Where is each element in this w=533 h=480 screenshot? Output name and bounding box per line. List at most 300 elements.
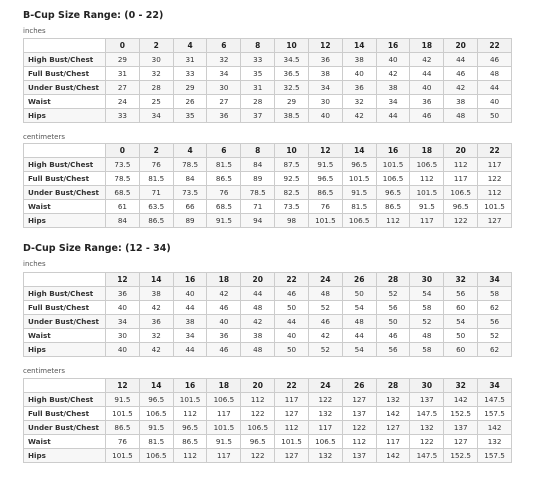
size-header-cell: 22 bbox=[478, 39, 512, 53]
measurement-value: 32 bbox=[342, 95, 376, 109]
measurement-value: 127 bbox=[478, 214, 512, 228]
measurement-value: 52 bbox=[308, 301, 342, 315]
measurement-value: 44 bbox=[241, 287, 275, 301]
measurement-label: Hips bbox=[24, 109, 106, 123]
measurement-value: 86.5 bbox=[308, 186, 342, 200]
measurement-value: 33 bbox=[173, 67, 207, 81]
measurement-value: 44 bbox=[376, 109, 410, 123]
measurement-row bbox=[24, 435, 512, 449]
measurement-value: 48 bbox=[241, 343, 275, 357]
measurement-value: 112 bbox=[275, 421, 309, 435]
size-header-cell: 2 bbox=[139, 39, 173, 53]
measurement-value: 50 bbox=[275, 301, 309, 315]
size-header-cell: 28 bbox=[376, 273, 410, 287]
measurement-value: 122 bbox=[241, 407, 275, 421]
bcup-centimeters-unit-label: centimeters bbox=[23, 133, 65, 141]
size-header-cell: 6 bbox=[207, 144, 241, 158]
measurement-value: 56 bbox=[376, 301, 410, 315]
measurement-value: 142 bbox=[376, 449, 410, 463]
measurement-value: 28 bbox=[241, 95, 275, 109]
measurement-value: 87.5 bbox=[275, 158, 309, 172]
measurement-value: 36 bbox=[106, 287, 140, 301]
measurement-value: 42 bbox=[410, 53, 444, 67]
measurement-value: 60 bbox=[444, 301, 478, 315]
measurement-label: Full Bust/Chest bbox=[24, 67, 106, 81]
size-header-cell: 20 bbox=[241, 273, 275, 287]
measurement-value: 86.5 bbox=[207, 172, 241, 186]
measurement-value: 42 bbox=[376, 67, 410, 81]
measurement-value: 58 bbox=[478, 287, 512, 301]
measurement-value: 48 bbox=[478, 67, 512, 81]
measurement-value: 117 bbox=[478, 158, 512, 172]
measurement-value: 112 bbox=[410, 172, 444, 186]
measurement-value: 68.5 bbox=[207, 200, 241, 214]
measurement-value: 42 bbox=[342, 109, 376, 123]
size-header-cell: 12 bbox=[308, 144, 342, 158]
measurement-value: 46 bbox=[207, 343, 241, 357]
measurement-value: 26 bbox=[173, 95, 207, 109]
size-header-cell: 20 bbox=[241, 379, 275, 393]
measurement-value: 101.5 bbox=[308, 214, 342, 228]
measurement-value: 127 bbox=[275, 407, 309, 421]
measurement-value: 106.5 bbox=[241, 421, 275, 435]
measurement-value: 54 bbox=[342, 343, 376, 357]
size-header-cell: 20 bbox=[444, 144, 478, 158]
measurement-value: 101.5 bbox=[173, 393, 207, 407]
measurement-value: 84 bbox=[173, 172, 207, 186]
measurement-label: Under Bust/Chest bbox=[24, 186, 106, 200]
measurement-label: Waist bbox=[24, 200, 106, 214]
measurement-value: 38 bbox=[342, 53, 376, 67]
dcup-centimeters-table bbox=[23, 378, 512, 463]
measurement-value: 46 bbox=[376, 329, 410, 343]
size-header-row bbox=[24, 273, 512, 287]
measurement-value: 35 bbox=[173, 109, 207, 123]
measurement-value: 58 bbox=[410, 301, 444, 315]
measurement-value: 91.5 bbox=[106, 393, 140, 407]
measurement-value: 127 bbox=[342, 393, 376, 407]
measurement-value: 122 bbox=[478, 172, 512, 186]
dcup-inches-unit-label: inches bbox=[23, 260, 46, 268]
size-header-cell: 10 bbox=[275, 39, 309, 53]
measurement-value: 101.5 bbox=[207, 421, 241, 435]
dcup-section-title: D-Cup Size Range: (12 - 34) bbox=[23, 243, 171, 254]
measurement-value: 52 bbox=[376, 287, 410, 301]
measurement-value: 127 bbox=[376, 421, 410, 435]
size-header-cell: 6 bbox=[207, 39, 241, 53]
measurement-value: 46 bbox=[207, 301, 241, 315]
measurement-label: High Bust/Chest bbox=[24, 53, 106, 67]
size-header-cell: 14 bbox=[342, 39, 376, 53]
measurement-value: 106.5 bbox=[410, 158, 444, 172]
measurement-value: 78.5 bbox=[241, 186, 275, 200]
measurement-value: 54 bbox=[342, 301, 376, 315]
measurement-value: 50 bbox=[275, 343, 309, 357]
measurement-value: 76 bbox=[308, 200, 342, 214]
measurement-value: 68.5 bbox=[106, 186, 140, 200]
measurement-row bbox=[24, 109, 512, 123]
measurement-value: 37 bbox=[241, 109, 275, 123]
measurement-value: 81.5 bbox=[139, 435, 173, 449]
measurement-value: 42 bbox=[241, 315, 275, 329]
measurement-value: 76 bbox=[139, 158, 173, 172]
measurement-value: 30 bbox=[308, 95, 342, 109]
measurement-label: Under Bust/Chest bbox=[24, 421, 106, 435]
measurement-value: 147.5 bbox=[478, 393, 512, 407]
measurement-value: 127 bbox=[444, 435, 478, 449]
measurement-value: 106.5 bbox=[139, 407, 173, 421]
measurement-value: 40 bbox=[376, 53, 410, 67]
size-header-cell: 16 bbox=[376, 144, 410, 158]
measurement-value: 117 bbox=[308, 421, 342, 435]
measurement-value: 132 bbox=[478, 435, 512, 449]
size-header-cell: 24 bbox=[308, 379, 342, 393]
measurement-label: Waist bbox=[24, 329, 106, 343]
measurement-row bbox=[24, 67, 512, 81]
bcup-inches-unit-label: inches bbox=[23, 27, 46, 35]
measurement-value: 91.5 bbox=[410, 200, 444, 214]
dcup-inches-table bbox=[23, 272, 512, 357]
bcup-inches-table bbox=[23, 38, 512, 123]
measurement-row bbox=[24, 172, 512, 186]
measurement-value: 86.5 bbox=[106, 421, 140, 435]
measurement-value: 96.5 bbox=[241, 435, 275, 449]
measurement-value: 40 bbox=[173, 287, 207, 301]
measurement-row bbox=[24, 214, 512, 228]
measurement-value: 73.5 bbox=[275, 200, 309, 214]
measurement-value: 42 bbox=[139, 343, 173, 357]
measurement-value: 101.5 bbox=[376, 158, 410, 172]
measurement-value: 34 bbox=[106, 315, 140, 329]
measurement-value: 30 bbox=[139, 53, 173, 67]
measurement-value: 36.5 bbox=[275, 67, 309, 81]
measurement-value: 44 bbox=[275, 315, 309, 329]
size-header-cell: 18 bbox=[410, 144, 444, 158]
measurement-value: 30 bbox=[207, 81, 241, 95]
measurement-value: 58 bbox=[410, 343, 444, 357]
measurement-value: 106.5 bbox=[444, 186, 478, 200]
measurement-value: 24 bbox=[106, 95, 140, 109]
measurement-value: 42 bbox=[139, 301, 173, 315]
measurement-value: 40 bbox=[106, 343, 140, 357]
measurement-value: 78.5 bbox=[106, 172, 140, 186]
measurement-value: 86.5 bbox=[139, 214, 173, 228]
size-header-cell: 34 bbox=[478, 273, 512, 287]
measurement-row bbox=[24, 186, 512, 200]
size-header-cell: 18 bbox=[207, 273, 241, 287]
measurement-value: 34 bbox=[308, 81, 342, 95]
measurement-value: 147.5 bbox=[410, 449, 444, 463]
measurement-value: 34 bbox=[139, 109, 173, 123]
measurement-value: 82.5 bbox=[275, 186, 309, 200]
measurement-value: 152.5 bbox=[444, 449, 478, 463]
measurement-label: Hips bbox=[24, 214, 106, 228]
measurement-value: 46 bbox=[444, 67, 478, 81]
size-header-cell: 14 bbox=[139, 379, 173, 393]
measurement-label: Under Bust/Chest bbox=[24, 81, 106, 95]
measurement-value: 60 bbox=[444, 343, 478, 357]
measurement-value: 40 bbox=[207, 315, 241, 329]
measurement-value: 84 bbox=[241, 158, 275, 172]
measurement-value: 40 bbox=[478, 95, 512, 109]
measurement-row bbox=[24, 287, 512, 301]
measurement-value: 52 bbox=[478, 329, 512, 343]
measurement-value: 38 bbox=[376, 81, 410, 95]
measurement-value: 101.5 bbox=[106, 407, 140, 421]
measurement-value: 117 bbox=[376, 435, 410, 449]
measurement-value: 46 bbox=[410, 109, 444, 123]
measurement-value: 76 bbox=[207, 186, 241, 200]
measurement-value: 61 bbox=[106, 200, 140, 214]
measurement-value: 48 bbox=[241, 301, 275, 315]
measurement-value: 44 bbox=[478, 81, 512, 95]
measurement-value: 132 bbox=[410, 421, 444, 435]
measurement-value: 31 bbox=[173, 53, 207, 67]
size-header-cell: 8 bbox=[241, 39, 275, 53]
size-header-cell: 16 bbox=[173, 273, 207, 287]
measurement-value: 56 bbox=[478, 315, 512, 329]
size-header-cell: 30 bbox=[410, 379, 444, 393]
measurement-value: 94 bbox=[241, 214, 275, 228]
measurement-value: 34 bbox=[173, 329, 207, 343]
measurement-value: 92.5 bbox=[275, 172, 309, 186]
size-header-cell: 22 bbox=[275, 273, 309, 287]
measurement-value: 36 bbox=[308, 53, 342, 67]
size-header-cell: 14 bbox=[342, 144, 376, 158]
measurement-row bbox=[24, 421, 512, 435]
measurement-value: 106.5 bbox=[207, 393, 241, 407]
measurement-value: 38 bbox=[139, 287, 173, 301]
measurement-value: 71 bbox=[241, 200, 275, 214]
measurement-row bbox=[24, 95, 512, 109]
measurement-value: 44 bbox=[444, 53, 478, 67]
measurement-value: 27 bbox=[207, 95, 241, 109]
measurement-value: 101.5 bbox=[478, 200, 512, 214]
measurement-value: 44 bbox=[173, 343, 207, 357]
measurement-label: Waist bbox=[24, 435, 106, 449]
header-corner bbox=[24, 39, 106, 53]
measurement-value: 96.5 bbox=[444, 200, 478, 214]
size-header-cell: 12 bbox=[106, 379, 140, 393]
measurement-label: Hips bbox=[24, 449, 106, 463]
measurement-row bbox=[24, 53, 512, 67]
measurement-value: 101.5 bbox=[275, 435, 309, 449]
measurement-value: 112 bbox=[241, 393, 275, 407]
measurement-value: 42 bbox=[308, 329, 342, 343]
size-header-cell: 20 bbox=[444, 39, 478, 53]
measurement-value: 91.5 bbox=[342, 186, 376, 200]
measurement-value: 40 bbox=[410, 81, 444, 95]
measurement-value: 32 bbox=[207, 53, 241, 67]
measurement-value: 54 bbox=[444, 315, 478, 329]
measurement-value: 132 bbox=[308, 449, 342, 463]
measurement-value: 96.5 bbox=[342, 158, 376, 172]
measurement-value: 76 bbox=[106, 435, 140, 449]
measurement-value: 112 bbox=[173, 449, 207, 463]
measurement-value: 62 bbox=[478, 343, 512, 357]
header-corner bbox=[24, 273, 106, 287]
size-header-cell: 32 bbox=[444, 379, 478, 393]
measurement-value: 36 bbox=[342, 81, 376, 95]
size-header-cell: 30 bbox=[410, 273, 444, 287]
measurement-label: High Bust/Chest bbox=[24, 287, 106, 301]
measurement-value: 91.5 bbox=[308, 158, 342, 172]
measurement-value: 34 bbox=[376, 95, 410, 109]
measurement-value: 31 bbox=[106, 67, 140, 81]
measurement-row bbox=[24, 343, 512, 357]
measurement-value: 28 bbox=[139, 81, 173, 95]
size-header-cell: 12 bbox=[106, 273, 140, 287]
size-header-cell: 4 bbox=[173, 144, 207, 158]
measurement-value: 32.5 bbox=[275, 81, 309, 95]
measurement-value: 96.5 bbox=[308, 172, 342, 186]
measurement-value: 36 bbox=[139, 315, 173, 329]
measurement-value: 101.5 bbox=[106, 449, 140, 463]
size-header-cell: 18 bbox=[410, 39, 444, 53]
measurement-value: 132 bbox=[308, 407, 342, 421]
measurement-value: 38 bbox=[444, 95, 478, 109]
measurement-value: 38.5 bbox=[275, 109, 309, 123]
measurement-row bbox=[24, 81, 512, 95]
size-header-row bbox=[24, 39, 512, 53]
measurement-value: 25 bbox=[139, 95, 173, 109]
size-header-cell: 34 bbox=[478, 379, 512, 393]
measurement-value: 63.5 bbox=[139, 200, 173, 214]
measurement-value: 40 bbox=[308, 109, 342, 123]
measurement-value: 106.5 bbox=[308, 435, 342, 449]
measurement-row bbox=[24, 200, 512, 214]
measurement-row bbox=[24, 315, 512, 329]
measurement-value: 89 bbox=[173, 214, 207, 228]
size-header-cell: 26 bbox=[342, 379, 376, 393]
measurement-value: 44 bbox=[173, 301, 207, 315]
measurement-value: 44 bbox=[342, 329, 376, 343]
measurement-value: 81.5 bbox=[207, 158, 241, 172]
measurement-value: 40 bbox=[342, 67, 376, 81]
measurement-value: 98 bbox=[275, 214, 309, 228]
measurement-value: 137 bbox=[342, 407, 376, 421]
measurement-value: 32 bbox=[139, 329, 173, 343]
measurement-value: 40 bbox=[275, 329, 309, 343]
size-header-cell: 22 bbox=[275, 379, 309, 393]
measurement-label: Full Bust/Chest bbox=[24, 301, 106, 315]
measurement-value: 50 bbox=[478, 109, 512, 123]
size-header-cell: 28 bbox=[376, 379, 410, 393]
measurement-value: 96.5 bbox=[376, 186, 410, 200]
measurement-value: 46 bbox=[478, 53, 512, 67]
measurement-value: 81.5 bbox=[139, 172, 173, 186]
measurement-value: 36 bbox=[207, 109, 241, 123]
size-header-cell: 12 bbox=[308, 39, 342, 53]
measurement-value: 71 bbox=[139, 186, 173, 200]
size-header-cell: 4 bbox=[173, 39, 207, 53]
measurement-value: 122 bbox=[308, 393, 342, 407]
measurement-value: 54 bbox=[410, 287, 444, 301]
measurement-value: 96.5 bbox=[173, 421, 207, 435]
header-corner bbox=[24, 144, 106, 158]
measurement-value: 32 bbox=[139, 67, 173, 81]
measurement-value: 127 bbox=[275, 449, 309, 463]
measurement-value: 157.5 bbox=[478, 449, 512, 463]
measurement-value: 38 bbox=[308, 67, 342, 81]
measurement-value: 122 bbox=[410, 435, 444, 449]
dcup-centimeters-unit-label: centimeters bbox=[23, 367, 65, 375]
measurement-row bbox=[24, 158, 512, 172]
measurement-value: 46 bbox=[308, 315, 342, 329]
measurement-row bbox=[24, 449, 512, 463]
measurement-value: 106.5 bbox=[139, 449, 173, 463]
measurement-value: 36 bbox=[207, 329, 241, 343]
measurement-value: 89 bbox=[241, 172, 275, 186]
measurement-value: 31 bbox=[241, 81, 275, 95]
measurement-value: 137 bbox=[410, 393, 444, 407]
measurement-value: 33 bbox=[241, 53, 275, 67]
measurement-label: Waist bbox=[24, 95, 106, 109]
measurement-value: 46 bbox=[275, 287, 309, 301]
measurement-value: 73.5 bbox=[173, 186, 207, 200]
bcup-centimeters-table bbox=[23, 143, 512, 228]
measurement-value: 91.5 bbox=[207, 214, 241, 228]
measurement-value: 50 bbox=[376, 315, 410, 329]
measurement-value: 122 bbox=[241, 449, 275, 463]
measurement-value: 117 bbox=[275, 393, 309, 407]
measurement-value: 112 bbox=[478, 186, 512, 200]
measurement-row bbox=[24, 301, 512, 315]
measurement-value: 66 bbox=[173, 200, 207, 214]
measurement-label: Full Bust/Chest bbox=[24, 407, 106, 421]
measurement-value: 96.5 bbox=[139, 393, 173, 407]
measurement-value: 29 bbox=[173, 81, 207, 95]
size-header-cell: 16 bbox=[173, 379, 207, 393]
size-header-cell: 0 bbox=[106, 144, 140, 158]
measurement-value: 62 bbox=[478, 301, 512, 315]
measurement-label: Full Bust/Chest bbox=[24, 172, 106, 186]
header-corner bbox=[24, 379, 106, 393]
measurement-label: High Bust/Chest bbox=[24, 158, 106, 172]
measurement-row bbox=[24, 393, 512, 407]
measurement-value: 38 bbox=[241, 329, 275, 343]
measurement-value: 117 bbox=[444, 172, 478, 186]
size-header-cell: 16 bbox=[376, 39, 410, 53]
measurement-value: 50 bbox=[342, 287, 376, 301]
size-header-cell: 0 bbox=[106, 39, 140, 53]
measurement-value: 122 bbox=[444, 214, 478, 228]
measurement-value: 101.5 bbox=[410, 186, 444, 200]
measurement-value: 112 bbox=[342, 435, 376, 449]
measurement-value: 106.5 bbox=[376, 172, 410, 186]
measurement-value: 33 bbox=[106, 109, 140, 123]
measurement-value: 91.5 bbox=[139, 421, 173, 435]
measurement-value: 29 bbox=[106, 53, 140, 67]
measurement-value: 132 bbox=[376, 393, 410, 407]
measurement-value: 34.5 bbox=[275, 53, 309, 67]
measurement-value: 44 bbox=[410, 67, 444, 81]
size-header-cell: 8 bbox=[241, 144, 275, 158]
measurement-value: 40 bbox=[106, 301, 140, 315]
size-header-row bbox=[24, 379, 512, 393]
measurement-value: 101.5 bbox=[342, 172, 376, 186]
measurement-value: 48 bbox=[342, 315, 376, 329]
measurement-value: 34 bbox=[207, 67, 241, 81]
measurement-value: 29 bbox=[275, 95, 309, 109]
measurement-value: 52 bbox=[308, 343, 342, 357]
measurement-value: 117 bbox=[207, 407, 241, 421]
measurement-value: 122 bbox=[342, 421, 376, 435]
measurement-value: 152.5 bbox=[444, 407, 478, 421]
measurement-value: 56 bbox=[376, 343, 410, 357]
measurement-value: 27 bbox=[106, 81, 140, 95]
measurement-value: 48 bbox=[444, 109, 478, 123]
